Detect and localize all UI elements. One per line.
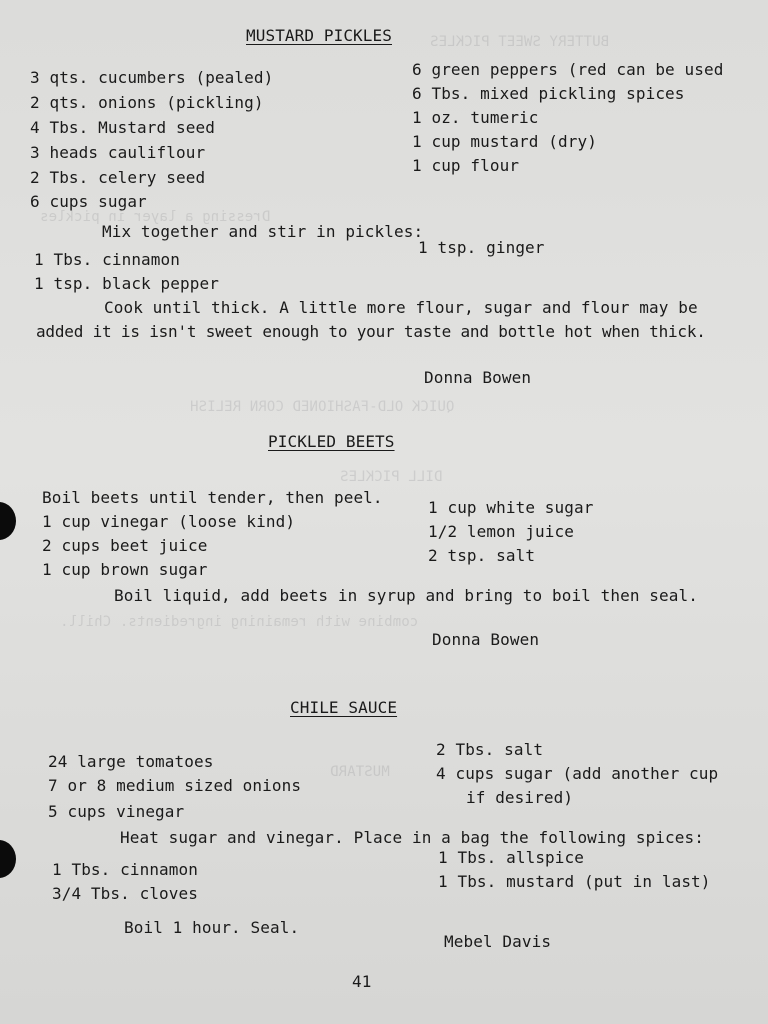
recipe-author: Donna Bowen	[432, 630, 540, 649]
binder-hole	[0, 840, 16, 878]
instruction-text: Cook until thick. A little more flour, sugar and flour may be	[104, 298, 698, 317]
ingredient-line: 1 cup vinegar (loose kind)	[42, 512, 296, 531]
ingredient-line: 1 oz. tumeric	[412, 108, 539, 127]
recipe-title: CHILE SAUCE	[290, 698, 398, 717]
instruction-text: added it is isn't sweet enough to your taste and bottle hot when thick.	[36, 322, 706, 341]
ingredient-line: 1 cup flour	[412, 156, 520, 175]
ingredient-line: 6 Tbs. mixed pickling spices	[412, 84, 685, 103]
recipe-author: Donna Bowen	[424, 368, 532, 387]
instruction-text: Boil beets until tender, then peel.	[42, 488, 383, 507]
ingredient-line: if desired)	[466, 788, 574, 807]
bleed-through-text: BUTTERY SWEET PICKLES	[430, 34, 610, 50]
ingredient-line: 1 cup mustard (dry)	[412, 132, 597, 151]
ingredient-line: 6 green peppers (red can be used	[412, 60, 724, 79]
instruction-text: Heat sugar and vinegar. Place in a bag the following spices:	[120, 828, 704, 847]
ingredient-line: 1 tsp. ginger	[418, 238, 545, 257]
ingredient-line: 1 Tbs. cinnamon	[52, 860, 198, 879]
instruction-text: Boil liquid, add beets in syrup and bring to boil then seal.	[114, 586, 698, 605]
recipe-title: PICKLED BEETS	[268, 432, 395, 451]
bleed-through-text: DILL PICKLES	[340, 469, 443, 485]
ingredient-line: 1 Tbs. cinnamon	[34, 250, 180, 269]
ingredient-line: 5 cups vinegar	[48, 802, 185, 821]
ingredient-line: 2 tsp. salt	[428, 546, 536, 565]
bleed-through-text: MUSTARD	[330, 764, 390, 780]
ingredient-line: 1 cup white sugar	[428, 498, 594, 517]
ingredient-line: 3 qts. cucumbers (pealed)	[30, 68, 274, 87]
ingredient-line: 2 Tbs. celery seed	[30, 168, 206, 187]
ingredient-line: 7 or 8 medium sized onions	[48, 776, 302, 795]
binder-hole	[0, 502, 16, 540]
ingredient-line: 1 Tbs. allspice	[438, 848, 584, 867]
ingredient-line: 24 large tomatoes	[48, 752, 214, 771]
ingredient-line: 1/2 lemon juice	[428, 522, 574, 541]
ingredient-line: 4 Tbs. Mustard seed	[30, 118, 215, 137]
ingredient-line: 3/4 Tbs. cloves	[52, 884, 198, 903]
ingredient-line: 2 cups beet juice	[42, 536, 208, 555]
ingredient-line: 2 qts. onions (pickling)	[30, 93, 264, 112]
recipe-author: Mebel Davis	[444, 932, 552, 951]
bleed-through-text: QUICK OLD-FASHIONED CORN RELISH	[190, 399, 455, 415]
page-number: 41	[352, 972, 372, 991]
ingredient-line: 1 cup brown sugar	[42, 560, 208, 579]
instruction-text: Boil 1 hour. Seal.	[124, 918, 300, 937]
recipe-title: MUSTARD PICKLES	[246, 26, 392, 45]
bleed-through-text: Dressing a layer in pickles	[40, 209, 271, 225]
ingredient-line: 6 cups sugar	[30, 192, 147, 211]
ingredient-line: 4 cups sugar (add another cup	[436, 764, 719, 783]
ingredient-line: 1 Tbs. mustard (put in last)	[438, 872, 711, 891]
instruction-text: Mix together and stir in pickles:	[102, 222, 424, 241]
ingredient-line: 3 heads cauliflour	[30, 143, 206, 162]
ingredient-line: 1 tsp. black pepper	[34, 274, 219, 293]
ingredient-line: 2 Tbs. salt	[436, 740, 544, 759]
bleed-through-text: combine with remaining ingredients. Chill.	[60, 614, 419, 630]
